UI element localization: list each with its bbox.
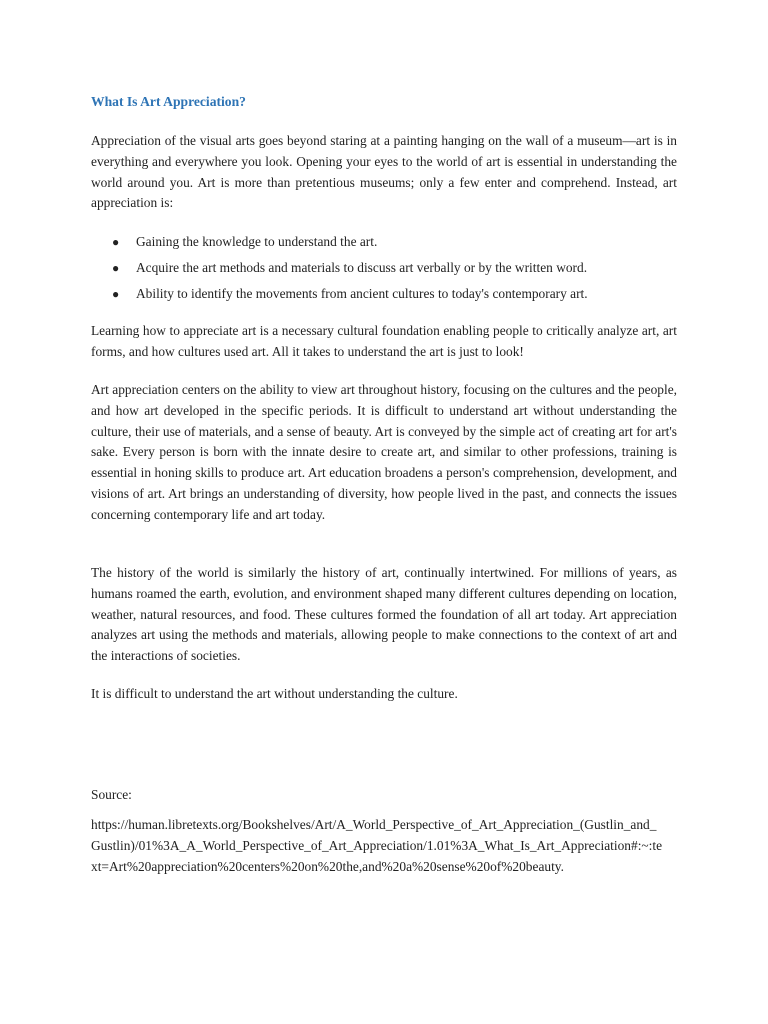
- paragraph-3: Art appreciation centers on the ability to view art throughout history, focusing on the cultures and the people, and how art developed in the specific periods. It is difficult to understand art without understanding the culture, their use of materials, and a sense of beauty. Art is conveyed by the simple act of creating art for art's sake. Every person is born with the innate desire to create art, and similar to other professions, training is essential in honing skills to produce art. Art education broadens a person's comprehension, development, and visions of art. Art brings an understanding of diversity, how people lived in the past, and connects the issues concerning contemporary life and art today.: [91, 382, 677, 522]
- bullet-text: Gaining the knowledge to understand the art.: [136, 234, 378, 249]
- intro-paragraph: Appreciation of the visual arts goes beyond staring at a painting hanging on the wall of a museum—art is in everything and everywhere you look. Opening your eyes to the world of art is essential in understanding the world around you. Art is more than pretentious museums; only a few enter and comprehend. Instead, art appreciation is:: [91, 133, 677, 211]
- bullet-item: [91, 284, 677, 310]
- paragraph-5: It is difficult to understand the art without understanding the culture.: [91, 686, 458, 701]
- paragraph-2: Learning how to appreciate art is a necessary cultural foundation enabling people to critically analyze art, art forms, and how cultures used art. All it takes to understand the art is just to look!: [91, 323, 677, 359]
- bullet-icon: ●: [112, 235, 120, 249]
- bullet-item: [91, 232, 677, 258]
- bullet-icon: ●: [112, 261, 120, 275]
- bullet-list: [91, 232, 677, 310]
- bullet-text: Ability to identify the movements from ancient cultures to today's contemporary art.: [136, 286, 588, 301]
- paragraph-4: The history of the world is similarly the history of art, continually intertwined. For millions of years, as humans roamed the earth, evolution, and environment shaped many different cultures depending on location, weather, natural resources, and food. These cultures formed the foundation of all art today. Art appreciation analyzes art using the methods and materials, allowing people to make connections to the context of art and the interactions of societies.: [91, 565, 677, 664]
- document-title: What Is Art Appreciation?: [91, 94, 246, 109]
- bullet-icon: ●: [112, 287, 120, 301]
- source-label: Source:: [91, 787, 132, 802]
- bullet-item: [91, 258, 677, 284]
- bullet-text: Acquire the art methods and materials to discuss art verbally or by the written word.: [136, 260, 588, 275]
- source-url: https://human.libretexts.org/Bookshelves/Art/A_World_Perspective_of_Art_Appreciation_(Gustlin_and_Gustlin)/01%3A_A_World_Perspective_of_Art_Appreciation/1.01%3A_What_Is_Art_Appreciation#:~:text=Art%20appreciation%20centers%20on%20the,and%20a%20sense%20of%20beauty.: [91, 817, 663, 874]
